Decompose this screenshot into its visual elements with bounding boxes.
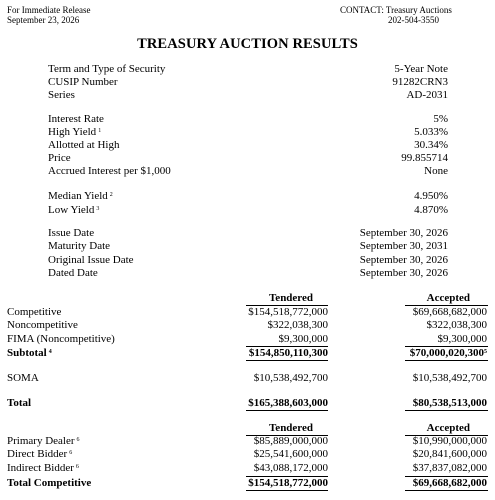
competitive-accepted: $69,668,682,000: [412, 306, 487, 318]
noncompetitive-tendered: $322,038,300: [267, 319, 328, 331]
high-yield-label: High Yield: [48, 126, 97, 138]
total-accepted-underline: [405, 410, 488, 411]
competitive-label: Competitive: [7, 306, 62, 318]
issue-label: Issue Date: [48, 227, 95, 239]
fima-accepted: $9,300,000: [437, 333, 487, 345]
subtotal-tendered-underline: [246, 360, 328, 361]
primary-dealer-footnote: 6: [76, 437, 80, 443]
original-issue-row: [0, 254, 495, 267]
indirect-bidder-row: [0, 462, 495, 475]
series-value: AD-2031: [406, 89, 448, 101]
indirect-bidder-footnote: 6: [75, 464, 79, 470]
page-title: TREASURY AUCTION RESULTS: [137, 36, 358, 52]
total-label: Total: [7, 397, 32, 409]
subtotal-accepted-underline: [405, 360, 488, 361]
competitive-row: [0, 306, 495, 319]
low-footnote: 3: [96, 206, 100, 212]
series-label: Series: [48, 89, 75, 101]
direct-bidder-label: Direct Bidder: [7, 448, 68, 460]
subtotal-row: [0, 347, 495, 360]
primary-dealer-accepted: $10,990,000,000: [412, 435, 487, 447]
dated-row: [0, 267, 495, 280]
table1-header: [0, 292, 495, 305]
high-yield-row: [0, 126, 495, 139]
noncompetitive-label: Noncompetitive: [7, 319, 78, 331]
median-row: [0, 190, 495, 203]
primary-dealer-label: Primary Dealer: [7, 435, 75, 447]
maturity-row: [0, 240, 495, 253]
median-label: Median Yield: [48, 190, 108, 202]
soma-label: SOMA: [7, 372, 39, 384]
table2-header: [0, 422, 495, 435]
contact-label: CONTACT: Treasury Auctions: [340, 5, 452, 15]
direct-bidder-row: [0, 448, 495, 461]
accrued-row: [0, 165, 495, 178]
total-row: [0, 397, 495, 410]
soma-accepted: $10,538,492,700: [412, 372, 487, 384]
competitive-tendered: $154,518,772,000: [248, 306, 328, 318]
price-row: [0, 152, 495, 165]
direct-bidder-accepted: $20,841,600,000: [412, 448, 487, 460]
fima-row: [0, 333, 495, 346]
low-row: [0, 204, 495, 217]
low-label: Low Yield: [48, 204, 95, 216]
cusip-value: 91282CRN3: [392, 76, 448, 88]
issue-value: September 30, 2026: [359, 227, 448, 239]
total-competitive-tendered-underline: [246, 490, 328, 491]
subtotal-label: Subtotal: [7, 347, 47, 359]
allotted-value: 30.34%: [414, 139, 448, 151]
term-label: Term and Type of Security: [48, 63, 166, 75]
tendered-column-header: Tendered: [268, 292, 313, 304]
accepted-column-header: Accepted: [426, 292, 470, 304]
subtotal-tendered: $154,850,110,300: [248, 347, 328, 359]
original-issue-value: September 30, 2026: [359, 254, 448, 266]
price-value: 99.855714: [401, 152, 448, 164]
total-tendered-underline: [246, 410, 328, 411]
interest-label: Interest Rate: [48, 113, 104, 125]
direct-bidder-footnote: 6: [69, 450, 73, 456]
fima-tendered: $9,300,000: [278, 333, 328, 345]
total-accepted: $80,538,513,000: [412, 397, 487, 409]
release-date: September 23, 2026: [7, 15, 80, 25]
accrued-label: Accrued Interest per $1,000: [48, 165, 171, 177]
accepted-column-header-2: Accepted: [426, 422, 470, 434]
indirect-bidder-label: Indirect Bidder: [7, 462, 74, 474]
noncompetitive-accepted: $322,038,300: [426, 319, 487, 331]
high-yield-footnote: 1: [98, 128, 102, 134]
issue-row: [0, 227, 495, 240]
total-tendered: $165,388,603,000: [248, 397, 328, 409]
release-label: For Immediate Release: [7, 5, 91, 15]
dated-value: September 30, 2026: [359, 267, 448, 279]
total-competitive-accepted: $69,668,682,000: [412, 477, 487, 489]
total-competitive-tendered: $154,518,772,000: [248, 477, 328, 489]
high-yield-value: 5.033%: [414, 126, 448, 138]
cusip-row: [0, 76, 495, 89]
interest-value: 5%: [433, 113, 448, 125]
accrued-value: None: [424, 165, 448, 177]
dated-label: Dated Date: [48, 267, 98, 279]
primary-dealer-tendered: $85,889,000,000: [253, 435, 328, 447]
original-issue-label: Original Issue Date: [48, 254, 134, 266]
primary-dealer-row: [0, 435, 495, 448]
interest-row: [0, 113, 495, 126]
contact-phone: 202-504-3550: [388, 15, 439, 25]
soma-tendered: $10,538,492,700: [253, 372, 328, 384]
indirect-bidder-tendered: $43,088,172,000: [253, 462, 328, 474]
subtotal-accepted-footnote: 5: [484, 349, 487, 355]
price-label: Price: [48, 152, 71, 164]
allotted-row: [0, 139, 495, 152]
tendered-column-header-2: Tendered: [268, 422, 313, 434]
term-row: [0, 63, 495, 76]
subtotal-accepted: $70,000,020,300: [409, 347, 484, 359]
series-row: [0, 89, 495, 102]
low-value: 4.870%: [414, 204, 448, 216]
allotted-label: Allotted at High: [48, 139, 120, 151]
total-competitive-label: Total Competitive: [7, 477, 92, 489]
term-value: 5-Year Note: [394, 63, 448, 75]
maturity-value: September 30, 2031: [359, 240, 448, 252]
cusip-label: CUSIP Number: [48, 76, 118, 88]
indirect-bidder-accepted: $37,837,082,000: [412, 462, 487, 474]
direct-bidder-tendered: $25,541,600,000: [253, 448, 328, 460]
median-value: 4.950%: [414, 190, 448, 202]
noncompetitive-row: [0, 319, 495, 332]
total-competitive-row: [0, 477, 495, 490]
fima-label: FIMA (Noncompetitive): [7, 333, 115, 345]
total-competitive-accepted-underline: [405, 490, 488, 491]
maturity-label: Maturity Date: [48, 240, 111, 252]
subtotal-footnote: 4: [48, 349, 52, 355]
median-footnote: 2: [109, 192, 113, 198]
soma-row: [0, 372, 495, 385]
